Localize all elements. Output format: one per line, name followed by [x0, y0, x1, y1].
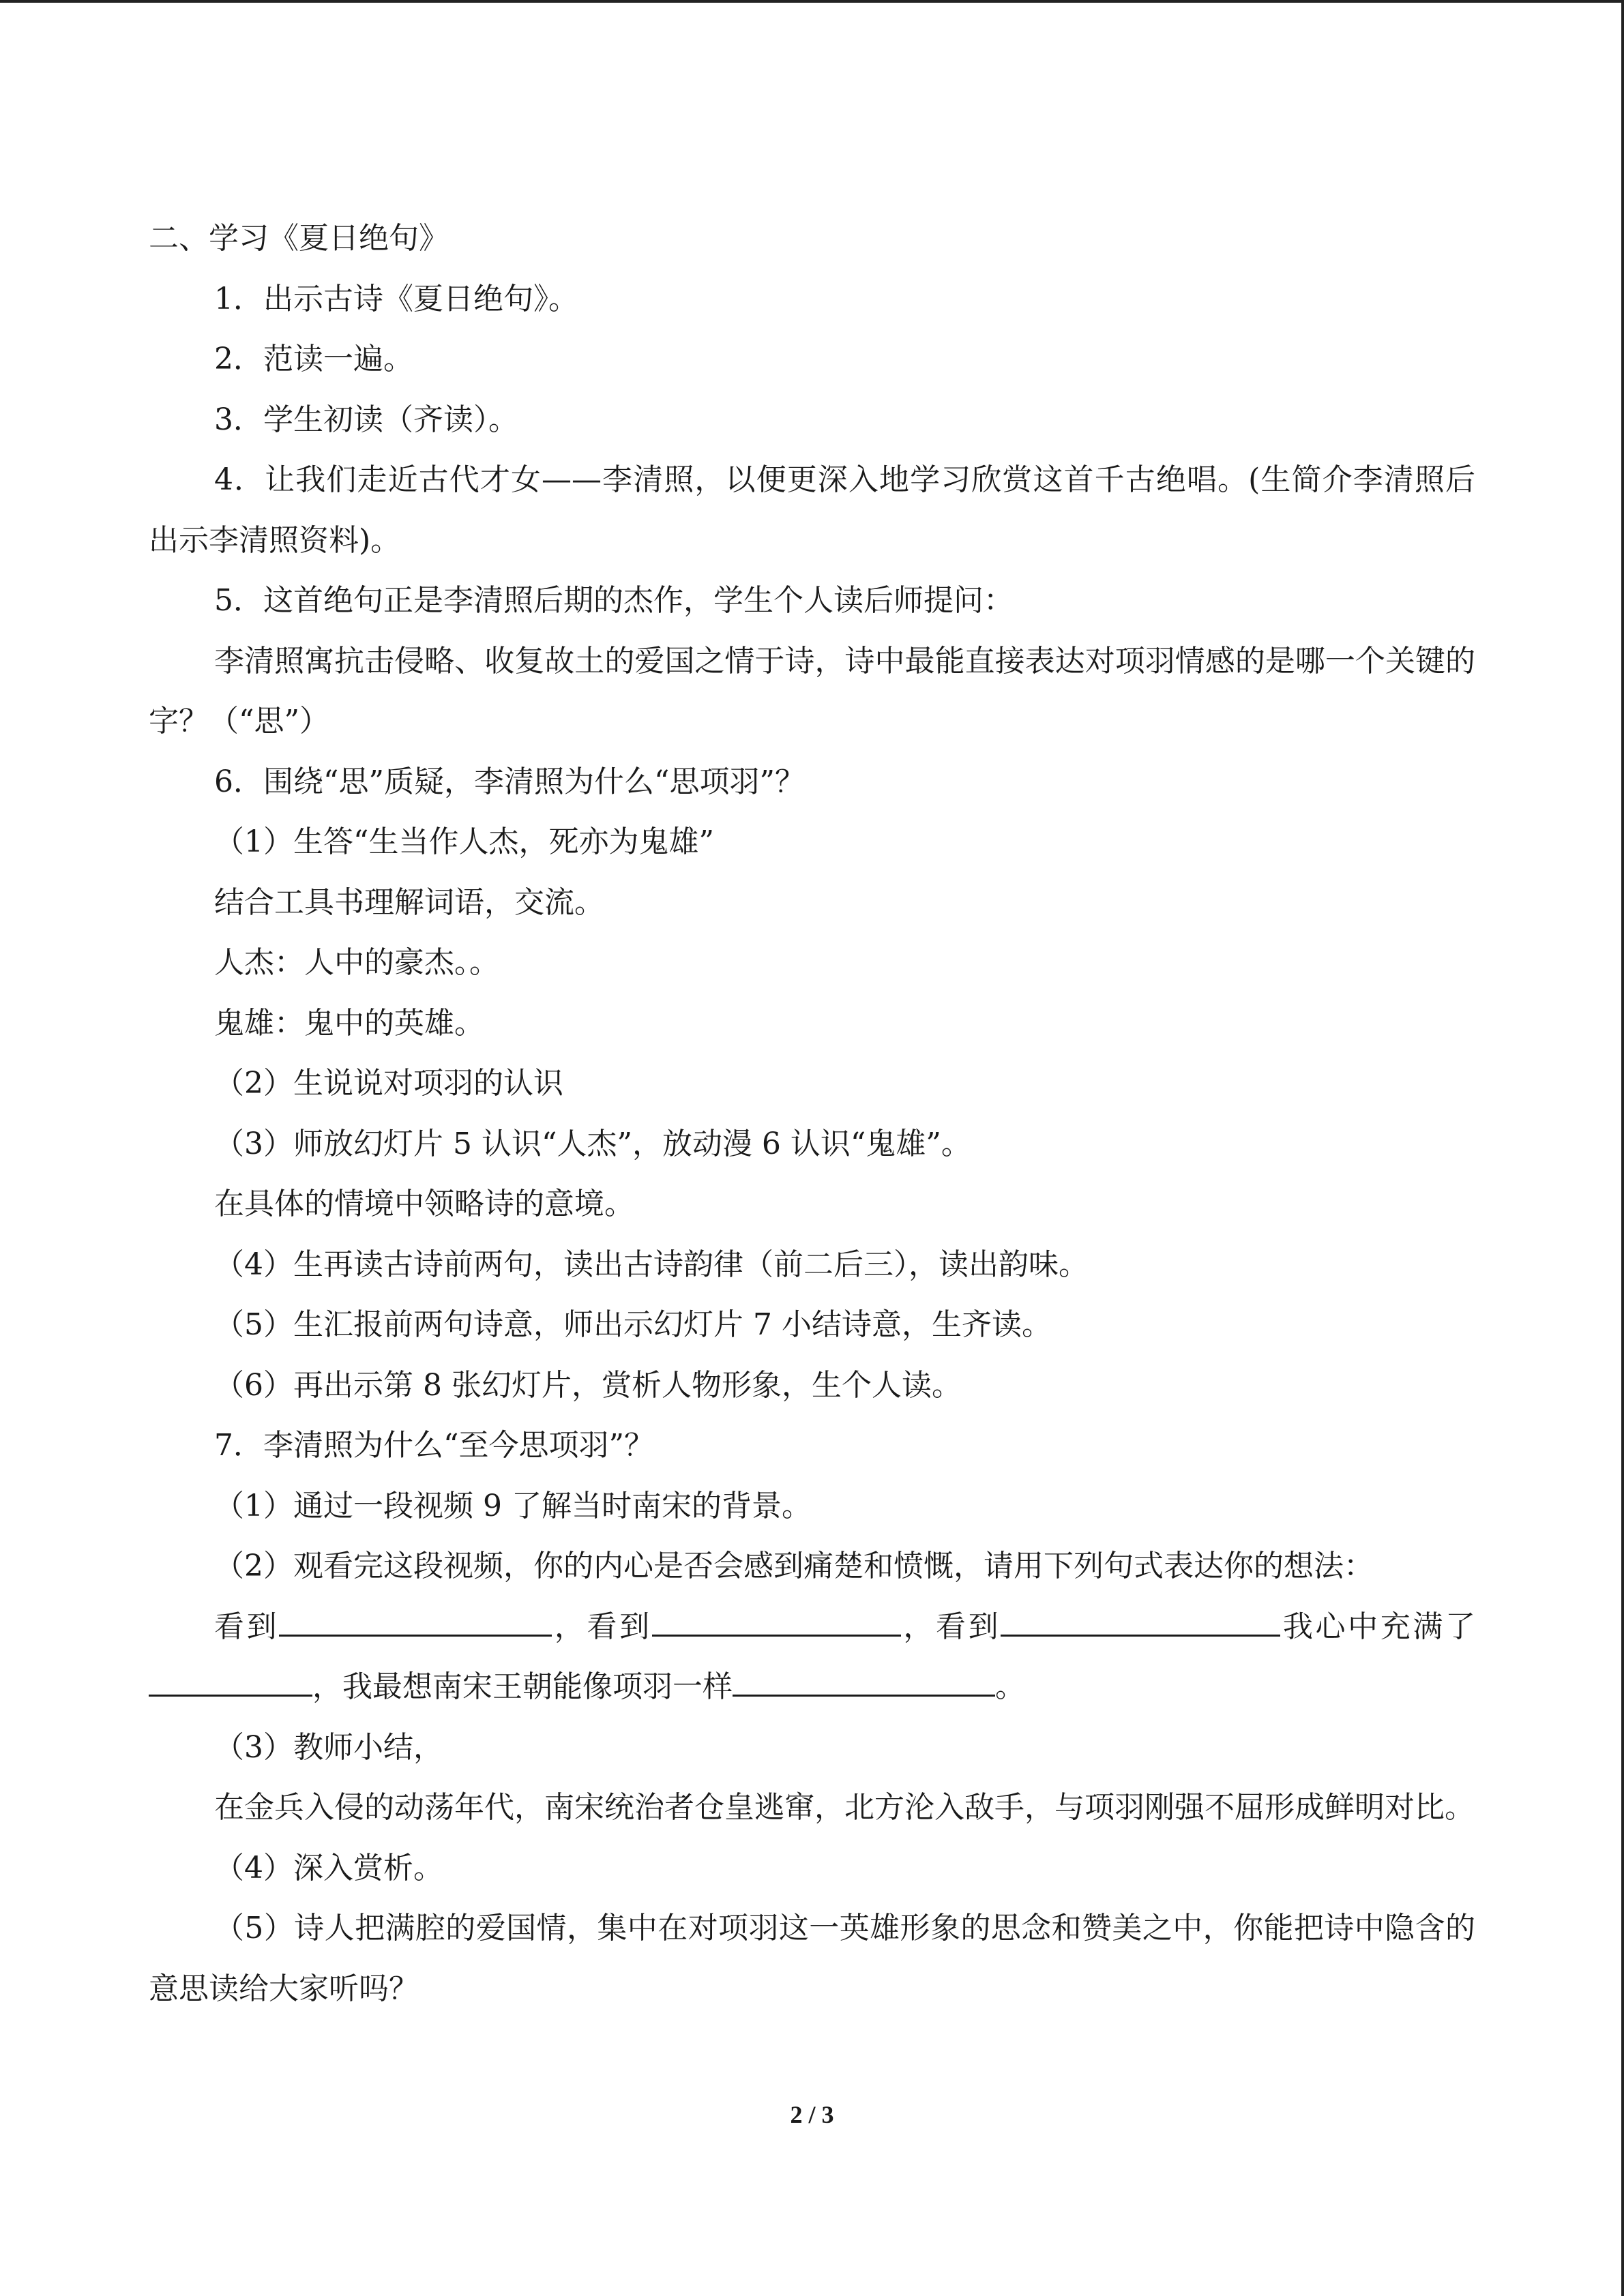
fill-blank-5[interactable] — [733, 1667, 995, 1697]
sub-item-6: （6）再出示第 8 张幻灯片，赏析人物形象，生个人读。 — [214, 1367, 962, 1403]
sub-item-1: （1）生答“生当作人杰，死亦为鬼雄” — [214, 824, 714, 859]
fill-blank-4[interactable] — [149, 1667, 312, 1697]
fill-in-sentence — [149, 1597, 1475, 1718]
page-top-border — [0, 0, 1624, 3]
sub-item-2: （2）生说说对项羽的认识 — [214, 1066, 563, 1101]
fill-text-6: 。 — [995, 1669, 1025, 1704]
text-line: 结合工具书理解词语，交流。 — [214, 884, 604, 920]
sub-item-4: （4）生再读古诗前两句，读出古诗韵律（前二后三），读出韵味。 — [214, 1247, 1089, 1282]
sub-item-7-5: （5）诗人把满腔的爱国情，集中在对项羽这一英雄形象的思念和赞美之中，你能把诗中隐含的意思读给大家听吗？ — [149, 1911, 1475, 2006]
fill-text-5: ，我最想南宋王朝能像项羽一样 — [312, 1669, 733, 1704]
definition-renjie: 人杰：人中的豪杰。。 — [214, 945, 499, 980]
step-6: 6．围绕“思”质疑，李清照为什么“思项羽”？ — [214, 764, 805, 799]
step-5: 5．这首绝句正是李清照后期的杰作，学生个人读后师提问： — [214, 583, 1014, 618]
step-4: 4．让我们走近古代才女——李清照，以便更深入地学习欣赏这首千古绝唱。(生简介李清照后出示李清照资料)。 — [149, 462, 1475, 558]
section-title: 二、学习《夏日绝句》 — [149, 221, 449, 256]
fill-blank-2[interactable] — [652, 1607, 901, 1637]
question-text: 李清照寓抗击侵略、收复故土的爱国之情于诗，诗中最能直接表达对项羽情感的是哪一个关键的字？（“思”） — [149, 643, 1475, 739]
document-body — [149, 209, 1475, 2019]
fill-text-3: ，看到 — [900, 1609, 1001, 1644]
text-line: 在具体的情境中领略诗的意境。 — [214, 1187, 634, 1221]
sub-item-7-3: （3）教师小结， — [214, 1729, 443, 1765]
page-right-border — [1621, 0, 1624, 2296]
fill-blank-1[interactable] — [279, 1607, 552, 1637]
sub-item-3: （3）师放幻灯片 5 认识“人杰”，放动漫 6 认识“鬼雄”。 — [214, 1126, 971, 1161]
fill-text-2: ，看到 — [552, 1609, 652, 1644]
step-2: 2．范读一遍。 — [214, 342, 413, 376]
sub-item-7-2: （2）观看完这段视频，你的内心是否会感到痛楚和愤慨，请用下列句式表达你的想法： — [214, 1549, 1374, 1583]
fill-text-1: 看到 — [214, 1609, 280, 1644]
fill-text-4: 我心中充满了 — [1280, 1609, 1475, 1644]
step-7: 7．李清照为什么“至今思项羽”？ — [214, 1428, 654, 1463]
sub-item-7-4: （4）深入赏析。 — [214, 1850, 443, 1885]
step-1: 1．出示古诗《夏日绝句》。 — [214, 281, 578, 316]
summary-text: 在金兵入侵的动荡年代，南宋统治者仓皇逃窜，北方沦入敌手，与项羽刚强不屈形成鲜明对比。 — [214, 1790, 1475, 1825]
step-3: 3．学生初读（齐读）。 — [214, 402, 518, 437]
page-number: 2 / 3 — [790, 2101, 834, 2128]
sub-item-7-1: （1）通过一段视频 9 了解当时南宋的背景。 — [214, 1488, 812, 1523]
sub-item-5: （5）生汇报前两句诗意，师出示幻灯片 7 小结诗意，生齐读。 — [214, 1307, 1052, 1342]
definition-guixiong: 鬼雄：鬼中的英雄。 — [214, 1005, 484, 1041]
fill-blank-3[interactable] — [1001, 1607, 1280, 1637]
